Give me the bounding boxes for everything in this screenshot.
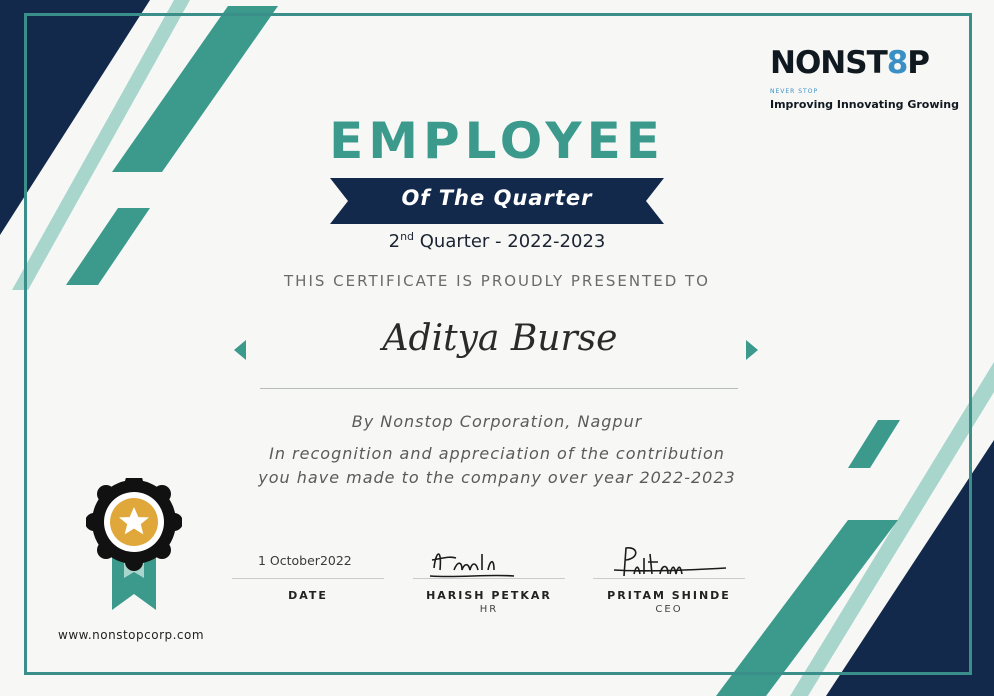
certificate-title: EMPLOYEE bbox=[329, 112, 665, 170]
quarter-text: Quarter - 2022-2023 bbox=[414, 231, 606, 252]
issuer-line: By Nonstop Corporation, Nagpur bbox=[351, 412, 643, 431]
ceo-role: CEO bbox=[655, 604, 683, 615]
ceo-line bbox=[593, 578, 745, 579]
website-url: www.nonstopcorp.com bbox=[58, 628, 205, 642]
logo-text-end: P bbox=[907, 45, 930, 81]
presented-to-text: THIS CERTIFICATE IS PROUDLY PRESENTED TO bbox=[284, 272, 710, 290]
recognition-line-1: In recognition and appreciation of the contribution bbox=[269, 444, 725, 463]
hr-line bbox=[413, 578, 565, 579]
award-medal-icon bbox=[86, 478, 182, 614]
hr-name: HARISH PETKAR bbox=[426, 589, 552, 602]
company-logo bbox=[770, 45, 929, 81]
recognition-line-2: you have made to the company over year 2022-2023 bbox=[258, 468, 736, 487]
logo-small-tagline: NEVER STOP bbox=[770, 88, 819, 95]
logo-tagline: Improving Innovating Growing bbox=[770, 98, 960, 111]
name-underline bbox=[260, 388, 738, 389]
recipient-name: Aditya Burse bbox=[382, 318, 618, 359]
right-arrow-icon bbox=[746, 340, 758, 360]
ceo-signature bbox=[610, 540, 730, 582]
quarter-line bbox=[0, 230, 994, 252]
quarter-suffix: nd bbox=[400, 230, 415, 243]
logo-text: NONST bbox=[770, 45, 887, 81]
hr-role: HR bbox=[479, 604, 499, 615]
date-value: 1 October2022 bbox=[258, 553, 352, 568]
date-label: DATE bbox=[288, 589, 328, 602]
date-line bbox=[232, 578, 384, 579]
logo-loop: 8 bbox=[886, 45, 908, 81]
ribbon-text: Of The Quarter bbox=[401, 186, 593, 210]
quarter-number: 2 bbox=[388, 231, 401, 252]
ceo-name: PRITAM SHINDE bbox=[607, 589, 731, 602]
hr-signature bbox=[428, 540, 518, 582]
left-arrow-icon bbox=[234, 340, 246, 360]
